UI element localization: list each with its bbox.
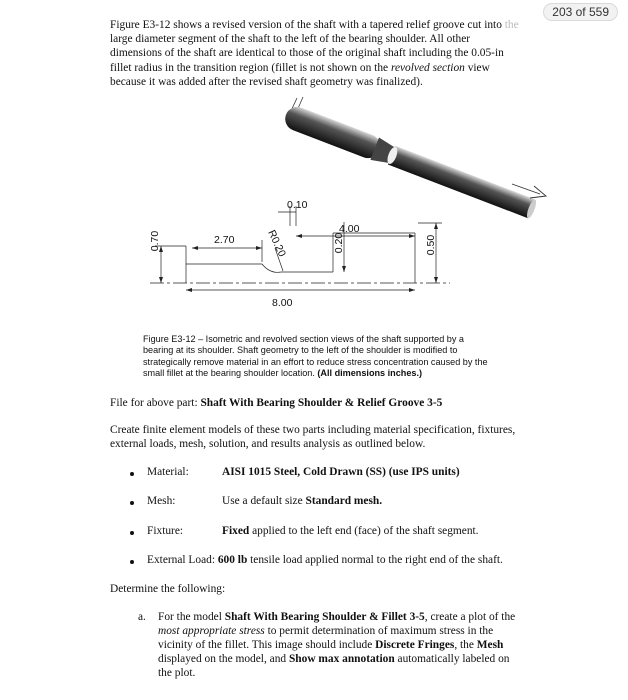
- item-a-line-1: [158, 610, 515, 624]
- item-a-l3-mid: , the: [454, 639, 477, 651]
- item-a-line-4: [158, 652, 510, 666]
- mesh-value-bold: Standard mesh.: [305, 495, 383, 507]
- dim-label-050: 0.50: [425, 234, 437, 256]
- dim-label-270: 2.70: [214, 234, 235, 246]
- material-value-text: AISI 1015 Steel, Cold Drawn (SS) (use IPS units): [222, 466, 460, 478]
- figure-caption: [143, 334, 543, 380]
- determine-heading: Determine the following:: [110, 583, 226, 595]
- material-label: Material:: [147, 466, 189, 478]
- item-a-stress-italic: most appropriate stress: [158, 625, 265, 637]
- isometric-shaft-view: [282, 97, 546, 221]
- bullet-dot-fixture: [130, 531, 134, 535]
- intro-line-3: dimensions of the shaft are identical to those of the original shaft including the 0.05-in: [110, 47, 504, 60]
- item-a-line-3: [158, 638, 503, 652]
- caption-dimension-note: (All dimensions inches.): [317, 368, 423, 379]
- bullet-dot-material: [130, 472, 134, 476]
- material-value: [222, 465, 460, 479]
- item-a-model-name: Shaft With Bearing Shoulder & Fillet 3-5: [224, 611, 425, 623]
- page-counter: 203 of 559: [543, 3, 618, 21]
- dim-label-070: 0.70: [149, 230, 161, 252]
- intro-line-1: Figure E3-12 shows a revised version of the shaft with a tapered relief groove cut into: [110, 19, 502, 31]
- mesh-label: Mesh:: [147, 495, 176, 507]
- load-value-text: tensile load applied normal to the right end of the shaft.: [247, 554, 503, 566]
- caption-line-4: small fillet at the bearing shoulder location.: [143, 368, 318, 379]
- caption-line-1: Figure E3-12 – Isometric and revolved section views of the shaft supported by a: [143, 334, 464, 344]
- dim-label-800: 8.00: [272, 297, 293, 309]
- shaft-figure: [0, 0, 628, 330]
- intro-line-5: because it was added after the revised shaft geometry was finalized).: [110, 75, 423, 88]
- intro-line-4-end: view: [464, 61, 490, 74]
- fixture-label: Fixture:: [147, 525, 184, 537]
- item-a-l3-text: vicinity of the fillet. This image should include: [158, 639, 376, 651]
- fixture-value: [222, 524, 479, 538]
- dim-label-r020: R0.20: [265, 228, 289, 259]
- file-line: [110, 396, 442, 410]
- file-label: File for above part:: [110, 397, 201, 409]
- intro-line-1-cut: the: [501, 19, 519, 31]
- item-a-discrete-fringes: Discrete Fringes: [375, 639, 455, 651]
- caption-line-3: strategically remove material in an effort to reduce stress concentration caused by the: [143, 356, 488, 367]
- item-a-l1-text: For the model: [158, 611, 225, 623]
- bullet-dot-mesh: [130, 501, 134, 505]
- intro-line-4-italic: revolved section: [390, 61, 465, 74]
- item-a-l1-end: , create a plot of the: [424, 611, 516, 623]
- mesh-value: [222, 494, 382, 508]
- bullet-dot-load: [130, 560, 134, 564]
- dimension-arrowheads: [159, 223, 438, 292]
- mesh-value-text: Use a default size: [222, 495, 306, 507]
- item-a-line-2: [158, 624, 493, 638]
- load-label: External Load:: [147, 554, 218, 566]
- intro-line-2: large diameter segment of the shaft to the left of the bearing shoulder. All other: [110, 33, 471, 46]
- intro-line-4: fillet radius in the transition region (fillet is not shown on the: [110, 61, 391, 74]
- item-a-l4-text: displayed on the model, and: [158, 653, 289, 665]
- load-value-bold: 600 lb: [217, 554, 248, 566]
- item-a-l4-end: automatically labeled on: [394, 653, 510, 665]
- dim-label-020: 0.20: [333, 232, 345, 254]
- item-a-marker: a.: [138, 611, 146, 623]
- load-line: [147, 553, 503, 567]
- create-para-line-2: external loads, mesh, solution, and results analysis as outlined below.: [110, 438, 426, 450]
- fixture-value-bold: Fixed: [222, 525, 250, 537]
- file-name: Shaft With Bearing Shoulder & Relief Groove 3-5: [200, 397, 443, 409]
- create-para-line-1: Create finite element models of these two parts including material specification, fixtures,: [110, 424, 516, 436]
- item-a-show-max: Show max annotation: [288, 653, 395, 665]
- item-a-l2-end: to permit determination of maximum stress in the: [264, 625, 494, 637]
- item-a-mesh: Mesh: [476, 639, 504, 651]
- dim-label-400: 4.00: [339, 223, 360, 235]
- item-a-line-5: the plot.: [158, 667, 196, 679]
- fixture-value-text: applied to the left end (face) of the shaft segment.: [249, 525, 479, 537]
- dim-label-010: 0.10: [287, 199, 308, 211]
- caption-line-2: bearing at its shoulder. Shaft geometry to the left of the shoulder is modified to: [143, 345, 458, 356]
